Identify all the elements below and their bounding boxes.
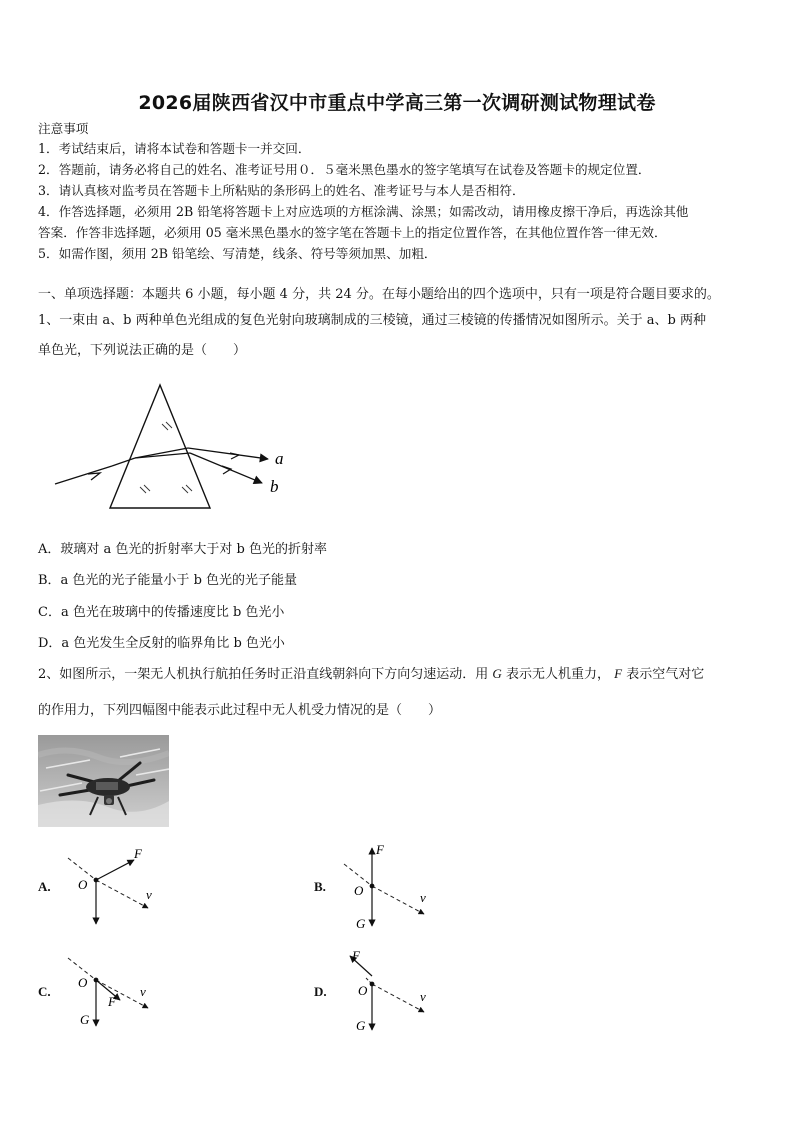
drone-photo	[38, 735, 169, 827]
velocity-label: v	[146, 887, 152, 902]
point-o: O	[78, 975, 88, 990]
notice-item-3: 3．请认真核对监考员在答题卡上所粘贴的条形码上的姓名、准考证号与本人是否相符．	[38, 183, 525, 198]
gravity-g-label: G	[356, 916, 366, 931]
q2-option-b-diagram	[336, 840, 446, 935]
section-heading: 一、单项选择题：本题共 6 小题，每小题 4 分，共 24 分。在每小题给出的四个选项中，只有一项是符合题目要求的。	[38, 287, 720, 302]
velocity-label: v	[420, 989, 426, 1004]
label-b: b	[270, 477, 279, 496]
q2-option-b-letter: B.	[314, 879, 326, 894]
q2-option-d-diagram	[336, 946, 446, 1036]
symbol-g: G	[492, 666, 502, 681]
force-f-label: F	[108, 994, 116, 1009]
notice-item-4-cont: 答案．作答非选择题，必须用 05 毫米黑色墨水的签字笔在答题卡上的指定位置作答，在其他位置作答一律无效．	[38, 225, 667, 240]
q2-option-a-diagram	[60, 842, 170, 927]
q1-option-c: C．a 色光在玻璃中的传播速度比 b 色光小	[38, 605, 285, 620]
notice-item-5: 5．如需作图，须用 2B 铅笔绘、写清楚，线条、符号等须加黑、加粗．	[38, 246, 437, 261]
q2-option-c-diagram	[60, 950, 170, 1030]
incident-ray	[55, 466, 112, 484]
notice-item-1: 1．考试结束后，请将本试卷和答题卡一并交回．	[38, 141, 311, 156]
prism-triangle	[110, 385, 210, 508]
gravity-g-label: G	[80, 1012, 90, 1027]
q1-option-a: A．玻璃对 a 色光的折射率大于对 b 色光的折射率	[38, 542, 327, 557]
ray-b-inside	[135, 453, 190, 458]
q2-option-d-letter: D.	[314, 984, 327, 999]
force-f-label: F	[376, 842, 384, 857]
q2-option-c-letter: C.	[38, 984, 51, 999]
ray-a-inside	[135, 448, 188, 458]
gravity-g-label: G	[356, 1018, 366, 1033]
force-f-label: F	[134, 846, 142, 861]
ray-b	[190, 453, 262, 483]
notice-item-2: 2．答题前，请务必将自己的姓名、准考证号用０．５毫米黑色墨水的签字笔填写在试卷及答题卡的规定位置．	[38, 162, 651, 177]
force-f-label: F	[352, 948, 360, 963]
q1-stem-line2: 单色光，下列说法正确的是（ ）	[38, 343, 247, 358]
notice-heading: 注意事项	[38, 121, 89, 136]
point-o: O	[78, 877, 88, 892]
q1-option-b: B．a 色光的光子能量小于 b 色光的光子能量	[38, 573, 298, 588]
notice-item-4: 4．作答选择题，必须用 2B 铅笔将答题卡上对应选项的方框涂满、涂黑；如需改动，请用橡皮擦干净后，再选涂其他	[38, 204, 689, 219]
velocity-label: v	[140, 984, 146, 999]
prism-figure	[50, 380, 300, 515]
label-a: a	[275, 449, 284, 468]
q2-option-a-letter: A.	[38, 879, 51, 894]
q2-stem-suffix: 表示空气对它	[626, 667, 705, 682]
q2-stem-prefix: 2、如图所示，一架无人机执行航拍任务时正沿直线朝斜向下方向匀速运动．用	[38, 667, 489, 682]
q1-option-d: D．a 色光发生全反射的临界角比 b 色光小	[38, 636, 285, 651]
page-title: 2026届陕西省汉中市重点中学高三第一次调研测试物理试卷	[138, 92, 656, 114]
point-o: O	[354, 883, 364, 898]
q2-stem-mid: 表示无人机重力，	[505, 667, 610, 682]
velocity-label: v	[420, 890, 426, 905]
q2-stem-line1	[38, 666, 704, 683]
symbol-f: F	[614, 666, 623, 681]
q2-stem-line2: 的作用力，下列四幅图中能表示此过程中无人机受力情况的是（ ）	[38, 703, 442, 718]
q1-stem-line1: 1、一束由 a、b 两种单色光组成的复色光射向玻璃制成的三棱镜，通过三棱镜的传播情况如图所示。关于 a、b 两种	[38, 313, 706, 328]
point-o: O	[358, 983, 368, 998]
